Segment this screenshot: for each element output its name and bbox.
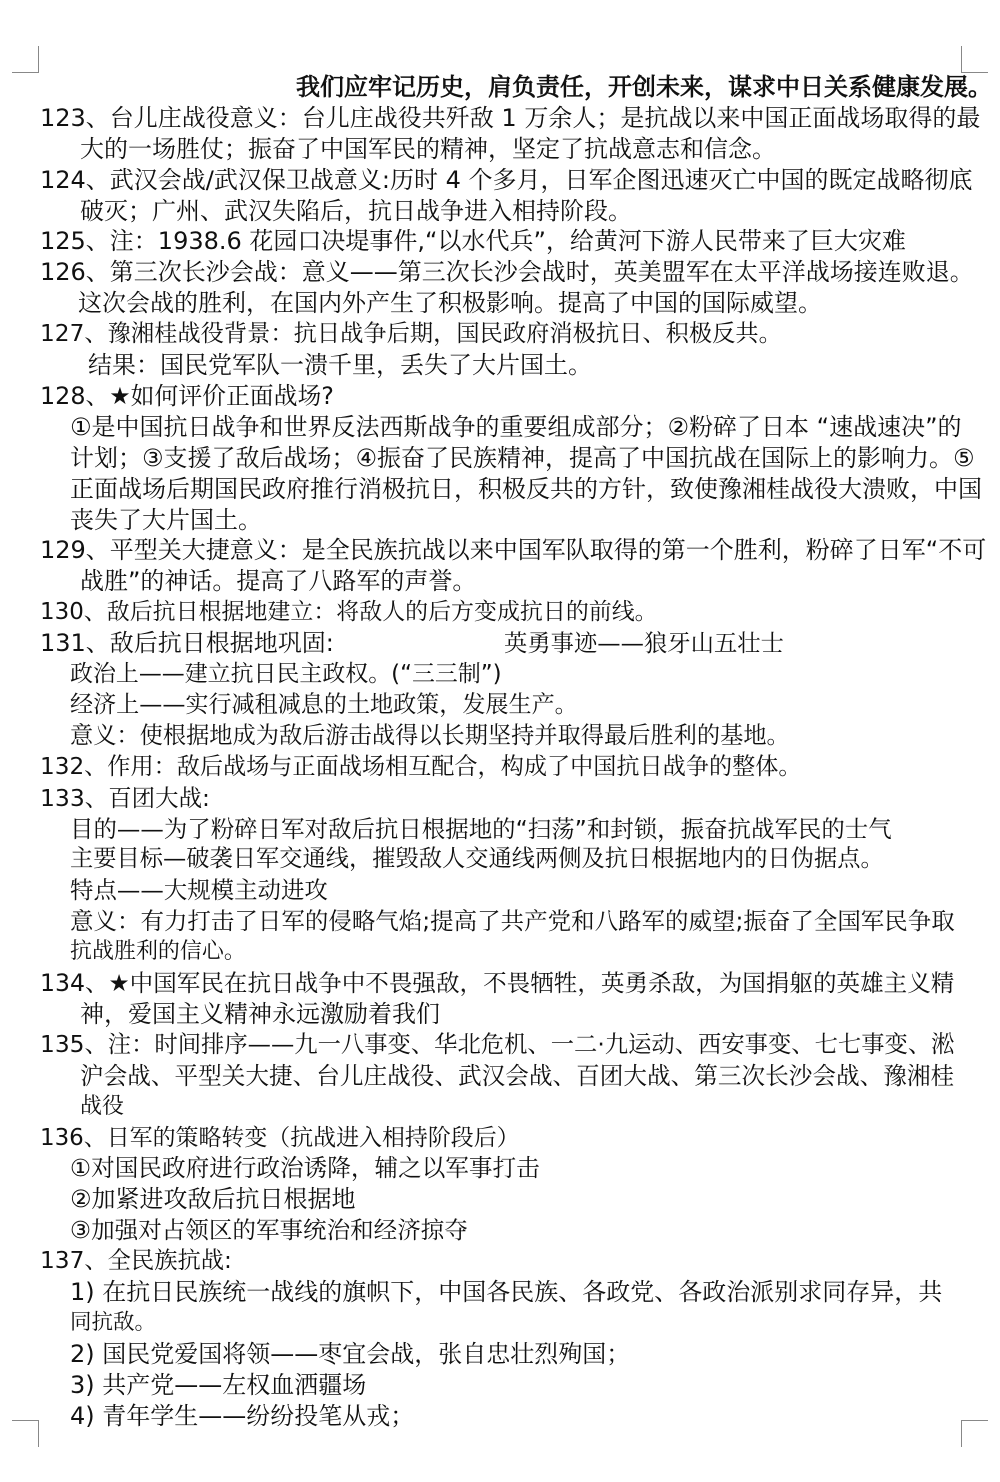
text-line: 结果：国民党军队一溃千里，丢失了大片国土。	[88, 351, 592, 379]
text-line: 130、敌后抗日根据地建立：将敌人的后方变成抗日的前线。	[40, 599, 658, 625]
text-line: 134、★中国军民在抗日战争中不畏强敌，不畏牺牲，英勇杀敌，为国捐躯的英雄主义精	[40, 969, 955, 997]
text-line: 意义：有力打击了日军的侵略气焰;提高了共产党和八路军的威望;振奋了全国军民争取	[70, 907, 955, 935]
text-line: 2) 国民党爱国将领——枣宜会战，张自忠壮烈殉国；	[70, 1340, 631, 1368]
text-line: 129、平型关大捷意义：是全民族抗战以来中国军队取得的第一个胜利，粉碎了日军“不可	[40, 536, 987, 564]
text-line: 目的——为了粉碎日军对敌后抗日根据地的“扫荡”和封锁，振奋抗战军民的士气	[70, 815, 892, 843]
text-line: 沪会战、平型关大捷、台儿庄战役、武汉会战、百团大战、第三次长沙会战、豫湘桂	[80, 1062, 955, 1090]
text-line: 1) 在抗日民族统一战线的旗帜下，中国各民族、各政党、各政治派别求同存异，共	[70, 1278, 943, 1306]
text-line: 135、注：时间排序——九一八事变、华北危机、一二·九运动、西安事变、七七事变、淞	[40, 1031, 955, 1058]
heroic-deeds-note: 英勇事迹——狼牙山五壮士	[504, 629, 784, 657]
text-line: 4) 青年学生——纷纷投笔从戎；	[70, 1402, 415, 1430]
text-line: ①是中国抗日战争和世界反法西斯战争的重要组成部分；②粉碎了日本 “速战速决”的	[70, 413, 962, 441]
text-line: 破灭；广州、武汉失陷后，抗日战争进入相持阶段。	[80, 197, 632, 225]
text-line: 神，爱国主义精神永远激励着我们	[80, 1000, 440, 1028]
text-line: 3) 共产党——左权血洒疆场	[70, 1371, 367, 1399]
text-line: 这次会战的胜利，在国内外产生了积极影响。提高了中国的国际威望。	[78, 289, 822, 317]
text-line: 战役	[80, 1094, 124, 1119]
text-line: 125、注：1938.6 花园口决堤事件,“以水代兵”，给黄河下游人民带来了巨大灾难	[40, 227, 906, 255]
text-line: 131、敌后抗日根据地巩固: 英勇事迹——狼牙山五壮士	[40, 629, 784, 657]
text-line: 133、百团大战:	[40, 784, 210, 812]
text-line: 124、武汉会战/武汉保卫战意义:历时 4 个多月，日军企图迅速灭亡中国的既定战略彻底	[40, 166, 973, 194]
text-line: ③加强对占领区的军事统治和经济掠夺	[70, 1216, 468, 1244]
text-line: 政治上——建立抗日民主政权。(“三三制”)	[70, 661, 502, 687]
text-line: 战胜”的神话。提高了八路军的声誉。	[80, 567, 477, 595]
text-line: 意义：使根据地成为敌后游击战得以长期坚持并取得最后胜利的基地。	[70, 722, 790, 749]
text-line: 128、★如何评价正面战场?	[40, 382, 334, 410]
crop-mark-top-right	[961, 46, 988, 73]
text-line: 136、日军的策略转变（抗战进入相持阶段后）	[40, 1125, 520, 1151]
text-line: 主要目标—破袭日军交通线，摧毁敌人交通线两侧及抗日根据地内的日伪据点。	[70, 845, 884, 872]
text-line: 137、全民族抗战:	[40, 1247, 232, 1274]
text-line: 特点——大规模主动进攻	[70, 876, 328, 904]
text-line: ②加紧进攻敌后抗日根据地	[70, 1185, 356, 1213]
text-line: 丧失了大片国土。	[70, 506, 262, 534]
text-line: 126、第三次长沙会战：意义——第三次长沙会战时，英美盟军在太平洋战场接连败退。	[40, 258, 974, 286]
text-line: 抗战胜利的信心。	[70, 939, 246, 964]
text-line: 经济上——实行减租减息的土地政策，发展生产。	[70, 692, 578, 718]
text-line: 127、豫湘桂战役背景：抗日战争后期，国民政府消极抗日、积极反共。	[40, 320, 782, 347]
text-line: 132、作用：敌后战场与正面战场相互配合，构成了中国抗日战争的整体。	[40, 754, 802, 780]
text-line: 大的一场胜仗；振奋了中国军民的精神，坚定了抗战意志和信念。	[80, 135, 776, 163]
text-line: ①对国民政府进行政治诱降，辅之以军事打击	[70, 1154, 540, 1182]
text-line: 同抗敌。	[70, 1310, 156, 1335]
text-line: 计划；③支援了敌后战场；④振奋了民族精神，提高了中国抗战在国际上的影响力。⑤	[70, 444, 975, 472]
text-line: 正面战场后期国民政府推行消极抗日，积极反共的方针，致使豫湘桂战役大溃败，中国	[70, 475, 982, 503]
text-line: 我们应牢记历史，肩负责任，开创未来，谋求中日关系健康发展。	[296, 73, 992, 101]
text-line: 123、台儿庄战役意义：台儿庄战役共歼敌 1 万余人；是抗战以来中国正面战场取得的最	[40, 104, 981, 132]
crop-mark-top-left	[12, 46, 39, 73]
